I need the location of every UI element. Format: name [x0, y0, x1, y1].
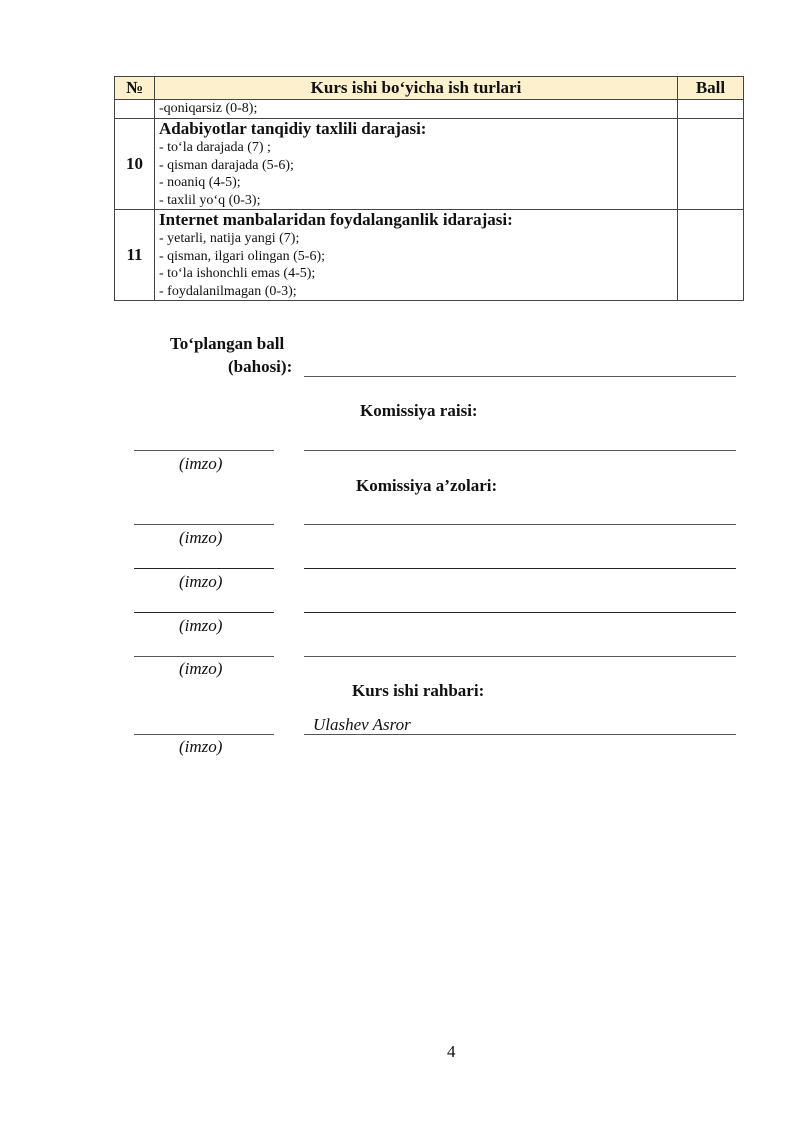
signature-caption: (imzo): [179, 616, 223, 635]
criterion-option: - foydalanilmagan (0-3);: [159, 283, 297, 299]
table-row: [115, 210, 744, 301]
criteria-table: [114, 76, 744, 301]
ball-cell: [678, 100, 744, 119]
members-label: Komissiya a’zolari:: [356, 476, 498, 495]
supervisor-label: Kurs ishi rahbari:: [352, 681, 485, 700]
chair-name-line[interactable]: [304, 450, 736, 451]
criterion-option: - to‘la ishonchli emas (4-5);: [159, 266, 316, 281]
supervisor-name: Ulashev Asror: [313, 715, 411, 734]
member-signature-line[interactable]: [134, 568, 274, 569]
table-header-row: [115, 77, 744, 100]
criterion-title: Internet manbalaridan foydalanganlik idarajasi:: [159, 210, 513, 229]
signature-caption: (imzo): [179, 737, 223, 756]
chair-signature-line[interactable]: [134, 450, 274, 451]
supervisor-signature-line[interactable]: [134, 734, 274, 735]
signature-caption: (imzo): [179, 454, 223, 473]
supervisor-name-line[interactable]: [304, 734, 736, 735]
member-name-line[interactable]: [304, 612, 736, 613]
score-label-line2: (bahosi):: [228, 357, 293, 376]
criterion-option: - noaniq (4-5);: [159, 175, 241, 190]
criterion-option: - to‘la darajada (7) ;: [159, 140, 271, 155]
member-signature-line[interactable]: [134, 612, 274, 613]
header-ball: Ball: [678, 77, 744, 100]
signature-caption: (imzo): [179, 528, 223, 547]
page-number: 4: [447, 1042, 456, 1061]
header-work-types: Kurs ishi bo‘yicha ish turlari: [155, 77, 678, 100]
row-number: 10: [115, 119, 155, 210]
header-number: №: [115, 77, 155, 100]
criterion-option: - taxlil yo‘q (0-3);: [159, 192, 261, 208]
member-name-line[interactable]: [304, 524, 736, 525]
continuation-text: -qoniqarsiz (0-8);: [155, 100, 678, 119]
member-signature-line[interactable]: [134, 524, 274, 525]
table-row-continuation: [115, 100, 744, 119]
member-name-line[interactable]: [304, 656, 736, 657]
score-line[interactable]: [304, 376, 736, 377]
score-label-line1: To‘plangan ball: [170, 334, 285, 353]
chair-label: Komissiya raisi:: [360, 401, 478, 420]
table-row: [115, 119, 744, 210]
ball-cell[interactable]: [678, 119, 744, 210]
member-name-line[interactable]: [304, 568, 736, 569]
criterion-option: - yetarli, natija yangi (7);: [159, 231, 300, 246]
member-signature-line[interactable]: [134, 656, 274, 657]
signature-caption: (imzo): [179, 572, 223, 591]
criterion-cell: [155, 210, 678, 301]
criterion-title: Adabiyotlar tanqidiy taxlili darajasi:: [159, 119, 427, 138]
signature-caption: (imzo): [179, 659, 223, 678]
ball-cell[interactable]: [678, 210, 744, 301]
criterion-option: - qisman darajada (5-6);: [159, 157, 294, 173]
row-number: 11: [115, 210, 155, 301]
criterion-option: - qisman, ilgari olingan (5-6);: [159, 248, 326, 264]
criterion-cell: [155, 119, 678, 210]
